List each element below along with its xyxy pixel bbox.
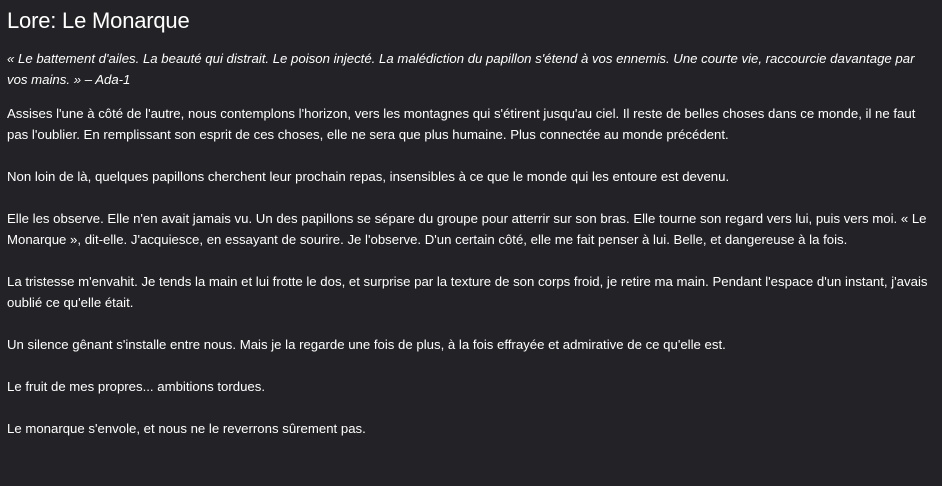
lore-paragraph: Non loin de là, quelques papillons cherchent leur prochain repas, insensibles à ce que le monde qui les entoure est devenu. — [7, 169, 730, 184]
lore-paragraph: Elle les observe. Elle n'en avait jamais vu. Un des papillons se sépare du groupe pour atterrir sur son bras. Elle tourne son regard vers lui, puis vers moi. « Le Monarque », dit-elle. J'acquiesce, en essayant de sourire. Je l'observe. D'un certain côté, elle me fait penser à lui. Belle, et dangereuse à la fois. — [7, 211, 927, 247]
lore-paragraph: Le monarque s'envole, et nous ne le reverrons sûrement pas. — [7, 421, 366, 436]
lore-paragraph: Assises l'une à côté de l'autre, nous contemplons l'horizon, vers les montagnes qui s'étirent jusqu'au ciel. Il reste de belles choses dans ce monde, il ne faut pas l'oublier. En remplissant son esprit de ces choses, elle ne sera que plus humaine. Plus connectée au monde précédent. — [7, 106, 916, 142]
lore-paragraph: Un silence gênant s'installe entre nous. Mais je la regarde une fois de plus, à la fois effrayée et admirative de ce qu'elle est. — [7, 337, 726, 352]
lore-paragraph: Le fruit de mes propres... ambitions tordues. — [7, 379, 266, 394]
lore-paragraph: La tristesse m'envahit. Je tends la main et lui frotte le dos, et surprise par la texture de son corps froid, je retire ma main. Pendant l'espace d'un instant, j'avais oublié ce qu'elle était. — [7, 274, 928, 310]
page-title: Lore: Le Monarque — [7, 8, 190, 33]
lore-body — [7, 103, 928, 439]
lore-quote: « Le battement d'ailes. La beauté qui distrait. Le poison injecté. La malédiction du papillon s'étend à vos ennemis. Une courte vie, raccourcie davantage par vos mains. » – Ada-1 — [7, 51, 915, 87]
